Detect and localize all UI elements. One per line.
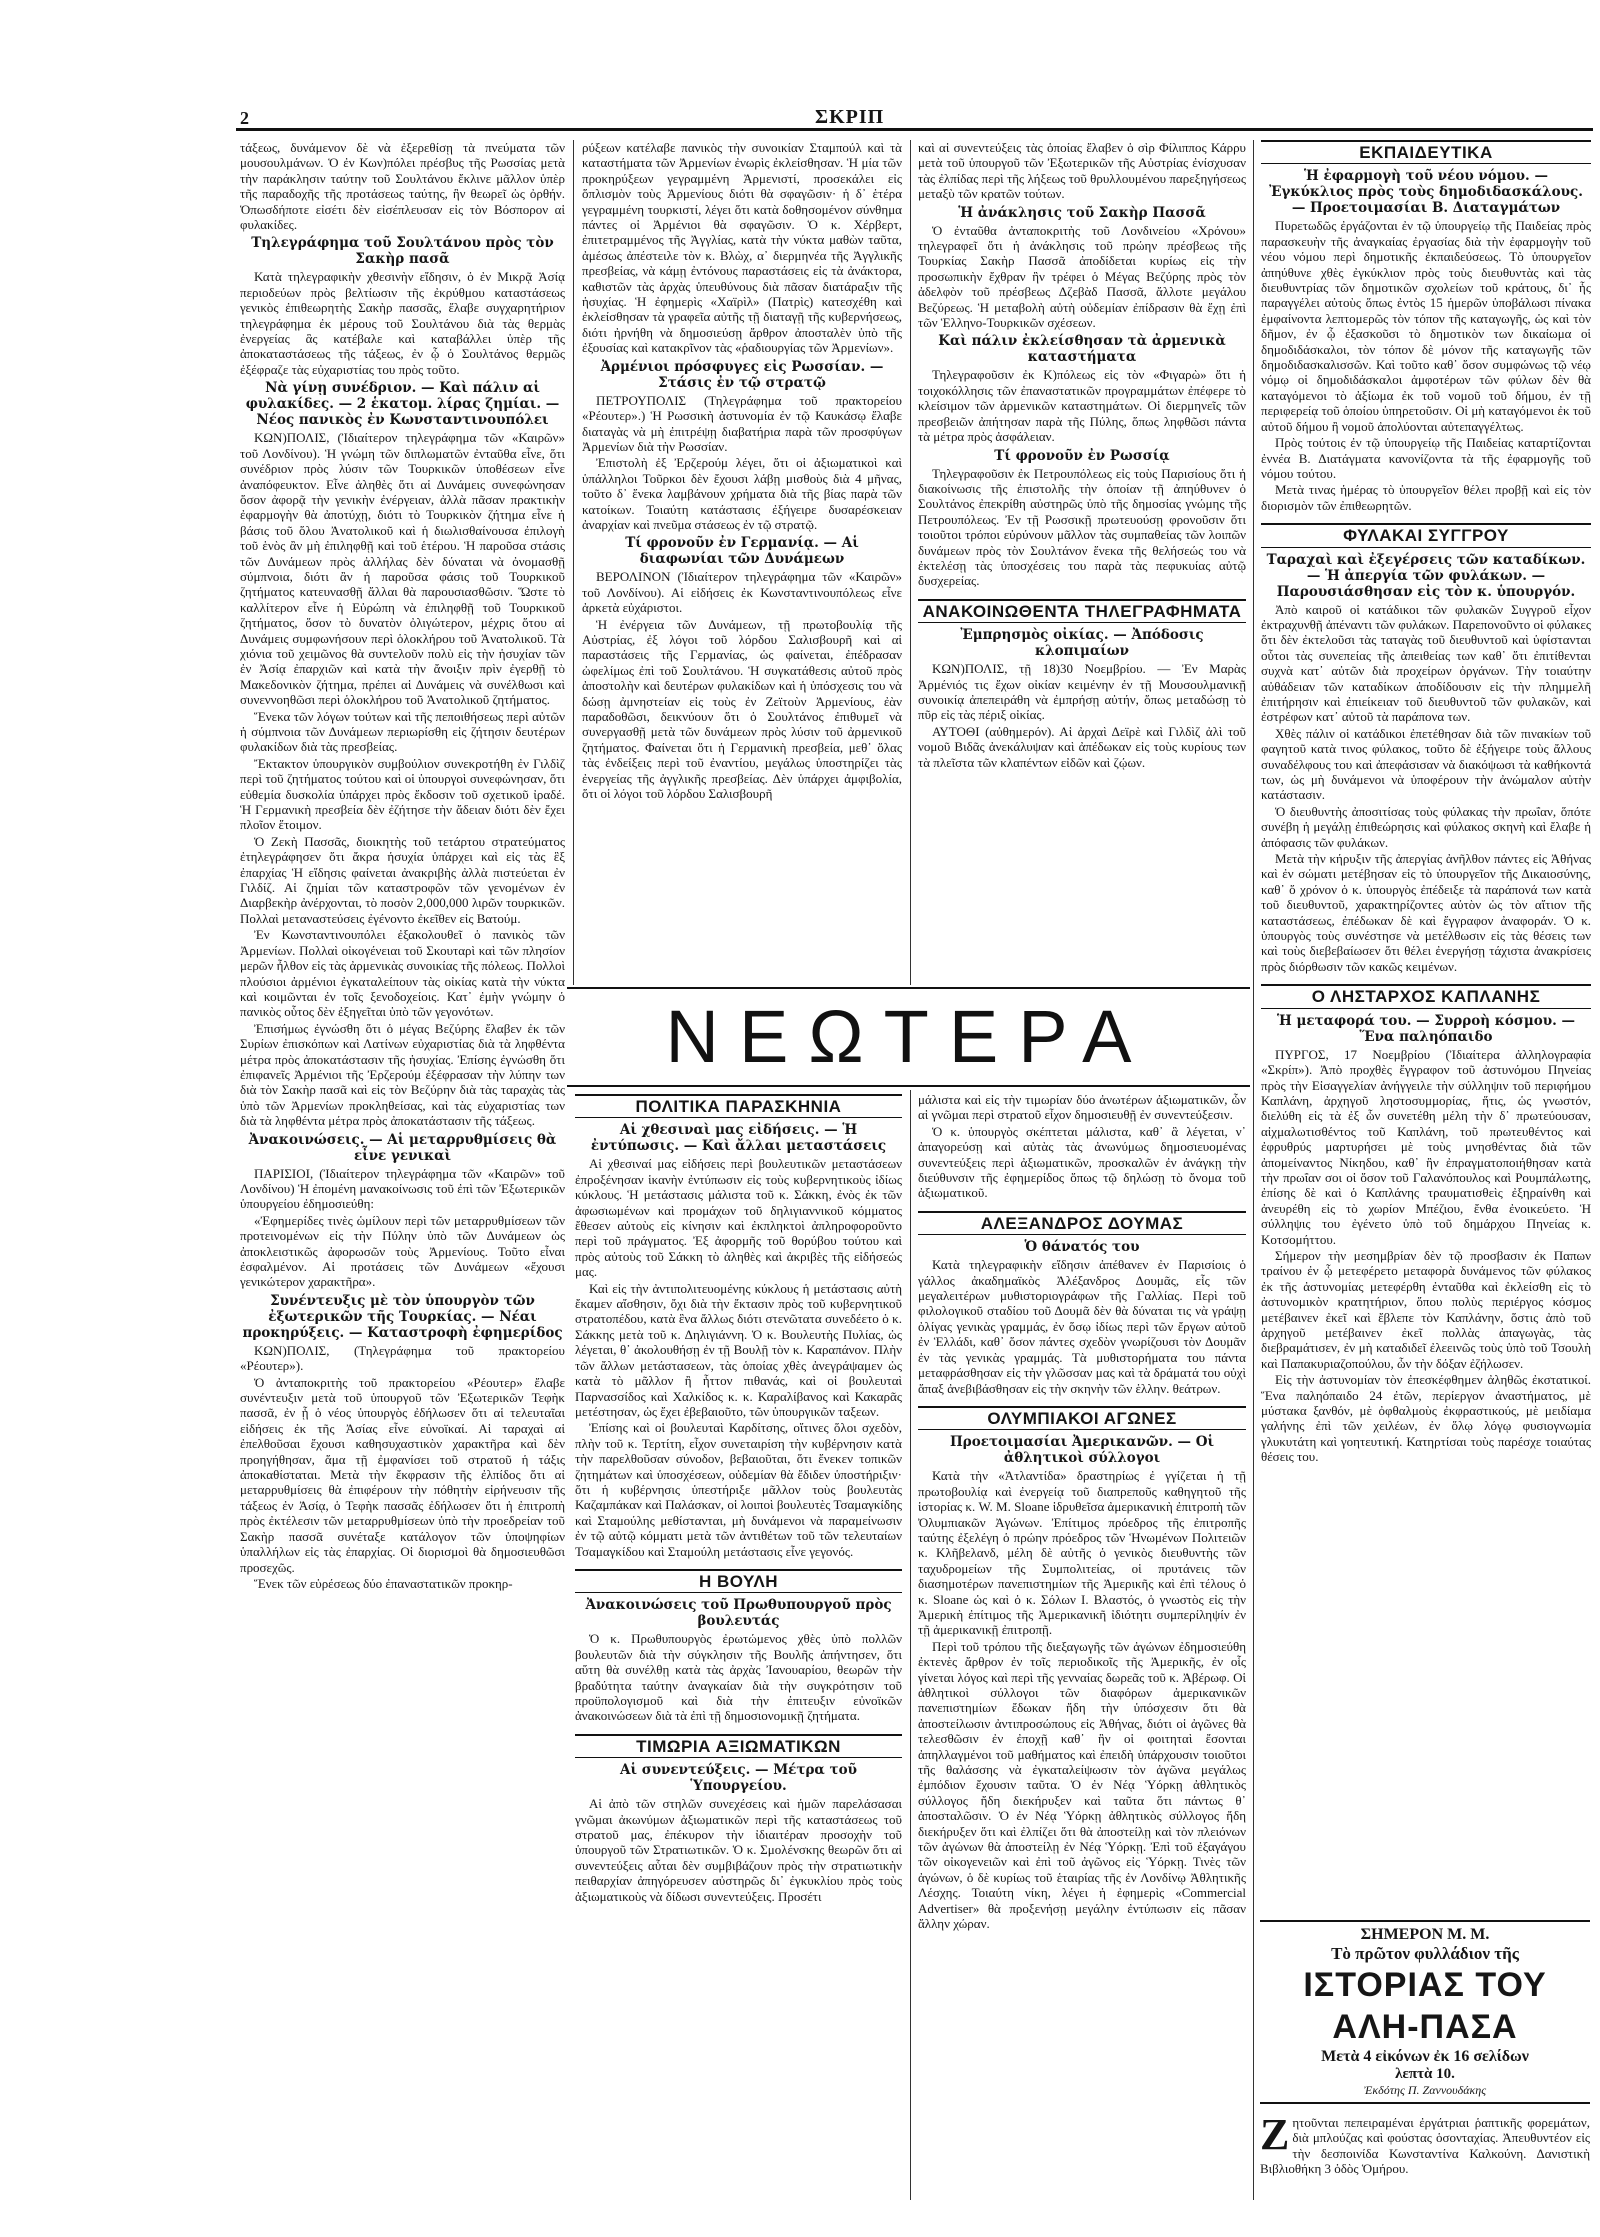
- paragraph: Πυρετωδῶς ἐργάζονται ἐν τῷ ὑπουργείῳ τῆς Παιδείας πρὸς παρασκευὴν τῆς ἀναγκαίας ἐργασίας διὰ τὴν ἐφαρμογὴν τοῦ νέου νόμου περὶ δημοτικῆς ἐκπαιδεύσεως. Τὸ ὑπουργεῖον ἀπηύθυνε χθὲς ἐγκύκλιον πρὸς τοὺς διευθυντὰς καὶ τὰς διευθυντρίας τῶν δημοτικῶν σχολείων τοῦ κράτους, δι᾿ ἧς παραγγέλει αὐτοὺς ὅπως ἐντὸς 15 ἡμερῶν ὑποβάλωσι πίνακα ἐμφαίνοντα λεπτομερῶς τὸν τόπον τῆς καταγωγῆς, ὡς καὶ τὸν δῆμον, ἐν ᾧ ἐξασκοῦσι τὸ δημοτικὸν των δικαίωμα οἱ δημοδιδάσκαλοι, τὸν τόπον δὲ μόνον τῆς καταγωγῆς τῶν δημοδιδασκαλισσῶν. Καὶ τοῦτο καθ᾿ ὅσον συμφώνως τῷ νέῳ νόμῳ οἱ δημοδιδάσκαλοι ἀμφοτέρων τῶν φύλων δὲν θὰ καταγόμενοι τὸ ἀξίωμα ἐκ τοῦ νομοῦ τοῦ δήμου, ἐν τῇ περιφερείᾳ τοῦ ὁποίου ὑπηρετοῦσιν. Οἱ μὴ καταγόμενοι ἐκ τοῦ αὐτοῦ δήμου ἢ νομοῦ ἀπολύονται αὐτεπαγγέλτως.: [1261, 218, 1591, 434]
- paragraph: Ὁ ἀνταποκριτὴς τοῦ πρακτορείου «Ρέουτερ» ἔλαβε συνέντευξιν μετὰ τοῦ ὑπουργοῦ τῶν Ἐξωτερικῶν Τεφὴκ πασσᾶ, ἐν ᾗ ὁ νέος ὑπουργὸς ἐδήλωσεν ὅτι αἱ τελευταῖαι εἰδήσεις ἐκ τῆς Ἀσίας εἶνε εὐνοϊκαί. Αἱ ταραχαὶ αἱ ἐπελθοῦσαι ἔχουσι καθησυχαστικὸν χαρακτῆρα καὶ δὲν προηγήθησαν, ἅμα τῇ ἐμφανίσει τοῦ στρατοῦ ἡ τάξις ἀποκαθίσταται. Μετὰ τὴν ἔκφρασιν τῆς ἐλπίδος ὅτι αἱ μεταρρυθμίσεις θὰ ἐπιφέρουν τὴν πόθητὴν εἰρήνευσιν τῆς τάξεως ἐν Ἀσίᾳ, ὁ Τεφὴκ πασσᾶς ἐδήλωσεν ὅτι ἡ ἐπιτροπὴ πρὸς ἐκτέλεσιν τῶν μεταρρυθμίσεων ὑπὸ τὴν προεδρείαν τοῦ Σακὴρ πασσᾶ συνέταξε κατάλογον τῶν ὑποψηφίων ὑπαλλήλων εἰς τὰς ἐπαρχίας. Οἱ διορισμοὶ θὰ δημοσιευθῶσι προσεχῶς.: [240, 1374, 565, 1575]
- advertisement: [1260, 1920, 1590, 2104]
- section-heading: ΟΛΥΜΠΙΑΚΟΙ ΑΓΩΝΕΣ: [918, 1406, 1246, 1430]
- column-3: [918, 140, 1246, 985]
- column-rule: [910, 1090, 911, 2200]
- article-headline: Τί φρονοῦν ἐν Γερμανίᾳ. — Αἱ διαφωνίαι τῶν Δυνάμεων: [625, 535, 859, 568]
- article-headline: Ἀνακοινώσεις τοῦ Πρωθυπουργοῦ πρὸς βουλευτάς: [585, 1597, 892, 1630]
- paragraph: Ὁ κ. ὑπουργὸς σκέπτεται μάλιστα, καθ᾿ ἃ λέγεται, ν᾿ ἀπαγορεύσῃ καὶ αὐτὰς τὰς ἀνωνύμως δημοσιευομένας συνεντεύξεις περὶ ἀξιωματικῶν, προσκαλῶν ἐν ἀνάγκῃ τὴν διεύθυνσιν τῆς ἐφημερίδος ὅπως τῷ δηλώσῃ τὸ ὄνομα τοῦ ἀξιωματικοῦ.: [918, 1123, 1246, 1201]
- paragraph: ΚΩΝ)ΠΟΛΙΣ, τῇ 18)30 Νοεμβρίου. — Ἐν Μαρὰς Ἀρμένιός τις ἔχων οἰκίαν κειμένην ἐν τῇ Μουσουλμανικῇ συνοικίᾳ ἀπεπειράθη νὰ ἐμπρήσῃ αὐτήν, ὅπως μεταδώσῃ τὸ πῦρ εἰς τὰς πέριξ οἰκίας.: [918, 661, 1246, 723]
- article-headline: Ἀρμένιοι πρόσφυγες εἰς Ρωσσίαν. — Στάσις ἐν τῷ στρατῷ: [600, 358, 884, 391]
- paragraph: ΠΥΡΓΟΣ, 17 Νοεμβρίου (Ἰδιαίτερα ἀλληλογραφία «Σκρίπ»). Ἀπὸ προχθὲς ἔγγραφον τοῦ ἀστυνόμου Πηνείας πρὸς τὴν Εἰσαγγελίαν ἀνήγγειλε τὴν σύλληψιν τοῦ περιφήμου Καπλάνη, ἀρχηγοῦ ληστοσυμμορίας, ἥτις, ὡς γνωστόν, διελύθη εἰς τὰ ἐξ ὧν συνετέθη μέλη τὴν δ᾿ πρωτεύουσαν, αἰχμαλωτισθέντος τοῦ Καπλάνη, τοῦ πρωτευθέντος καὶ ἐφρυθρύς μαρτυρήσει μὲ τοὺς μνησθέντας διὰ τῶν ἀπομείναντος Νίκηδου, καθ᾿ ἣν ἐπραγματοποιήθησαν κατὰ τὴν πρωΐαν σοι οἱ ὅσον τοῦ Γαλανόπουλος καὶ Ρουμπάλωτης, ἐπίσης δὲ καὶ ὁ Καπλάνης τραυματισθεὶς ἐξηραίνθη καὶ ἀνευρέθη εἰς τὸ χωρίον Μπέζιου, ἔνθα ἐνοικεύετο. Ἡ σύλληψις του ἐγένετο ὑπὸ τοῦ δημάρχου Πηνείας κ. Κοτσομήττου.: [1261, 1046, 1591, 1247]
- classified-text: ητοῦνται πεπειραμέναι ἐργάτριαι ῥαπτικῆς φορεμάτων, διὰ μπλούζας καὶ φούστας ὁσονταχίας. Ἀπευθυντέον εἰς τὴν δεσποινίδα Κωνσταντίνα Καλκούνη. Δανιστικὴ Βιβλιοθήκη 3 ὁδὸς Ὁμήρου.: [1260, 2115, 1590, 2177]
- paragraph: Τηλεγραφοῦσιν ἐκ Πετρουπόλεως εἰς τοὺς Παρισίους ὅτι ἡ διακοίνωσις τῆς ἐπιστολῆς τὴν ὁποίαν τῇ ἀπηύθυνεν ὁ Σουλτάνος ἐπεκρίθη αὐστηρῶς ὑπὸ τῆς δημοσίας γνώμης τῆς Πετρουπόλεως. Ἐν τῇ Ρωσσικῇ πρωτευούσῃ φρονοῦσιν ὅτι τοιοῦτοι τρόποι εὐρύνουν μᾶλλον τὰς συμπαθείας τῶν λοιπῶν δυνάμεων πρὸς τὸν Σουλτάνον ἕνεκα τῆς θελήσεώς του νὰ ἐκτελέσῃ τὰς ὑποσχέσεις του παρὰ τὰς πεφυκυίας αὐτῷ δυσχερείας.: [918, 465, 1246, 589]
- section-heading: Ο ΛΗΣΤΑΡΧΟΣ ΚΑΠΛΑΝΗΣ: [1261, 984, 1591, 1008]
- article-headline: Προετοιμασίαι Ἀμερικανῶν. — Οἱ ἀθλητικοὶ σύλλογοι: [950, 1434, 1214, 1467]
- article-headline: Αἱ συνεντεύξεις. — Μέτρα τοῦ Ὑπουργείου.: [620, 1762, 857, 1795]
- paragraph: «Ἐφημερίδες τινὲς ὡμίλουν περὶ τῶν μεταρρυθμίσεων τῶν προτεινομένων εἰς τὴν Πύλην ὑπὸ τῶν Δυνάμεων ὡς ἀποκλειστικῶς ἀφορωσῶν τοὺς Ἀρμενίους. Τοῦτο εἶναι ἐσφαλμένον. Αἱ προτάσεις τῶν Δυνάμεων «ἔχουσι γενικώτερον χαρακτῆρα».: [240, 1212, 565, 1290]
- ad-subtitle: Τὸ πρῶτον φυλλάδιον τῆς: [1331, 1944, 1519, 1963]
- page-number: 2: [240, 108, 249, 128]
- article-headline: Καὶ πάλιν ἐκλείσθησαν τὰ ἀρμενικὰ καταστήματα: [938, 333, 1226, 366]
- header-rule: [236, 128, 1593, 131]
- article-headline: Ἡ ἐφαρμογὴ τοῦ νέου νόμου. — Ἐγκύκλιος πρὸς τοὺς δημοδιδασκάλους. — Προετοιμασίαι Β. Διαταγμάτων: [1269, 168, 1583, 217]
- paragraph: ΠΑΡΙΣΙΟΙ, (Ἰδιαίτερον τηλεγράφημα τῶν «Καιρῶν» τοῦ Λονδίνου) Ἡ ἐπομένη μανακοίνωσις τοῦ ἐπὶ τῶν Ἐξωτερικῶν ὑπουργείου ἐδημοσιεύθη:: [240, 1165, 565, 1212]
- paragraph: ΚΩΝ)ΠΟΛΙΣ, (Τηλεγράφημα τοῦ πρακτορείου «Ρέουτερ»).: [240, 1342, 565, 1374]
- paragraph: Ὁ ἐνταῦθα ἀνταποκριτὴς τοῦ Λονδινείου «Χρόνου» τηλεγραφεῖ ὅτι ἡ ἀνάκλησις τοῦ πρώην πρέσβεως τῆς Τουρκίας Σακὴρ Πασσᾶ ἀποδίδεται κυρίως εἰς τὴν προσωπικὴν ἔχθραν ἣν τρέφει ὁ Μέγας Βεζύρης πρὸς τὸν ἀδελφὸν τοῦ πρέσβεως Δζεβὰδ Πασσᾶ, ἄλλοτε μεγάλου Βεζύρεως. Ἡ μεταβολὴ αὐτὴ οὐδεμίαν ἐπίδρασιν θὰ ἔχῃ ἐπὶ τῶν Ἑλληνο-Τουρκικῶν σχέσεων.: [918, 222, 1246, 331]
- section-heading: ΦΥΛΑΚΑΙ ΣΥΓΓΡΟΥ: [1261, 523, 1591, 547]
- neotera-column-b: [918, 1092, 1246, 2200]
- paragraph: Περὶ τοῦ τρόπου τῆς διεξαγωγῆς τῶν ἀγώνων ἐδημοσιεύθη ἐκτενὲς ἄρθρον ἐν τοῖς περιοδικοῖς τῆς Ἀμερικῆς, ἐν οἷς γίνεται λόγος καὶ περὶ τῆς γενναίας δωρεᾶς τοῦ κ. Ἀβέρωφ. Οἱ ἀθλητικοὶ σύλλογοι τῶν διαφόρων ἀμερικανικῶν πανεπιστημίων ἔδωκαν ἤδη τὴν ὑπόσχεσιν ὅτι θὰ ἀποστείλωσιν ἀντιπροσώπους εἰς Ἀθήνας, διότι οἱ ἀγῶνες θὰ τελεσθῶσιν ἐν ἐποχῇ καθ᾿ ἣν οἱ φοιτηταὶ ἔσονται ἀπηλλαγμένοι τοῦ μαθήματος καὶ ἐπειδὴ ὑπάρχουσιν τοιοῦτοι τῆς θαλάσσης νὰ ἐγκαταλείψωσιν τὸν ἀγῶνα μεγάλως ἐμπόδιον ἔχουσιν ταῦτα. Ὁ ἐν Νέᾳ Ὑόρκῃ ἀθλητικὸς σύλλογος ἤδη διεκήρυξεν καὶ ταῦτα ὅτι πάντως θ᾿ ἀποσταλῶσιν. Ὁ ἐν Νέᾳ Ὑόρκῃ ἀθλητικὸς σύλλογος ἤδη διεκήρυξεν ὅτι καὶ ἐλπίζει ὅτι θὰ ἀποστείλῃ καὶ τὸν πλειόνων τῶν ἀγώνων θὰ ἀποστείλῃ ἐν Νέᾳ Ὑόρκῃ. Ἐπὶ τοῦ ἐξαγάγου τῶν οἰκογενειῶν καὶ ἐπὶ τοῦ ἀγῶνος εἰς Ὑόρκῃ. Τινὲς τῶν ἀγώνων, ὁ δὲ κυρίως τοῦ ἑταιρίας τῆς ἐν Λονδίνῳ Ἀθλητικῆς Λέσχης. Τοιαύτη νίκη, λέγει ἡ ἐφημερὶς «Commercial Advertiser» θὰ προξενήσῃ μεγάλην ἐντύπωσιν εἰς πᾶσαν ἄλλην χώραν.: [918, 1638, 1246, 1932]
- paragraph: Χθὲς πάλιν οἱ κατάδικοι ἐπετέθησαν διὰ τῶν πινακίων τοῦ φαγητοῦ κατὰ τινος φύλακος, τοῦτο δὲ ἐξήγειρε τοὺς ἄλλους συναδέλφους του καὶ ἀπεφάσισαν νὰ διακόψωσι τὰ καθήκοντά των, ὡς μὴ δυνάμενοι νὰ ὑποφέρουν τὴν ἀνώμαλον αὐτὴν κατάστασιν.: [1261, 725, 1591, 803]
- paragraph: Καὶ εἰς τὴν ἀντιπολιτευομένης κύκλους ἡ μετάστασις αὐτὴ ἔκαμεν αἴσθησιν, ὄχι διὰ τὴν ἔκτασιν πρὸς τοῦ κυβερνητικοῦ στρατοπέδου, κατὰ ἓνα ἄλλως διότι στενῶτατα συνεδέετο ὁ κ. Σάκκης μετὰ τοῦ κ. Δηλιγιάννη. Ὁ κ. Βουλευτὴς Πυλίας, ὡς λέγεται, θ᾿ ἀκολουθήσῃ ἐν τῇ Βουλῇ τὸν κ. Καραπάνον. Πλὴν τῶν ἄλλων μετάστασεων, τὰς ὁποίας χθὲς ἀνεγράψαμεν ὡς κατὰ τὸ μᾶλλον ἢ ἧττον πιθανάς, καὶ οἱ βουλευταὶ Παρνασσίδος καὶ Χαλκίδος κ. κ. Καραλίβανος καὶ Κακαρᾶς μετέστησαν, ὡς ἔχει ἐβεβαιοῦτο, τῶν ὑπουργικῶν ταξεων.: [575, 1280, 902, 1419]
- paragraph: Κατὰ τηλεγραφικὴν χθεσινὴν εἴδησιν, ὁ ἐν Μικρᾷ Ἀσίᾳ περιοδεύων πρὸς βελτίωσιν τῆς ἐκρύθμου καταστάσεως γενικὸς ἐπιθεωρητὴς Σακὴρ πασσᾶς, ἔλαβε συγχαρητήριον τηλεγράφημα ἐκ μέρους τοῦ Σουλτάνου διὰ τὰς θερμὰς ἐνεργείας ἃς κατέβαλε καὶ καταβάλλει ὑπὲρ τῆς ἀποκαταστάσεως τῆς τάξεως, ἐν ᾧ ὁ Σουλτάνος θερμῶς ἐξέφραζε τὰς εὐχαριστίας του πρὸς τοῦτο.: [240, 269, 565, 377]
- column-2: [582, 140, 902, 985]
- paragraph: Ἕνεκ τῶν εὑρέσεως δύο ἐπαναστατικῶν προκηρ-: [254, 1575, 513, 1591]
- section-heading: Η ΒΟΥΛΗ: [575, 1569, 902, 1593]
- classified-ad: [1260, 2110, 1590, 2177]
- paragraph: Ὁ κ. Πρωθυπουργὸς ἐρωτώμενος χθὲς ὑπὸ πολλῶν βουλευτῶν διὰ τὴν σύγκλησιν τῆς Βουλῆς ἀπήντησεν, ὅτι αὕτη θὰ συνέλθῃ κατὰ τὰς ἀρχὰς Ἰανουαρίου, θεωρῶν τὴν βραδύτητα ταύτην ἀναγκαίαν διὰ τὴν συγκρότησιν τοῦ προϋπολογισμοῦ καὶ διὰ τὴν ἐπιτευξιν εὐνοϊκῶν ἀνακοινώσεων διὰ τὰ ἐπὶ τῇ δημοσιονομικῇ ζητήματα.: [575, 1631, 902, 1724]
- section-heading: ΠΟΛΙΤΙΚΑ ΠΑΡΑΣΚΗΝΙΑ: [575, 1094, 902, 1118]
- column-rule: [1253, 140, 1254, 2200]
- paragraph: Ὁ Ζεκὴ Πασσᾶς, διοικητὴς τοῦ τετάρτου στρατεύματος ἐτηλεγράφησεν ὅτι ἄκρα ἡσυχία ὑπάρχει καὶ εἰς τὰς ἓξ ἐπαρχίας Ἡ εἴδησις φαίνεται ἀνακριβὴς ἀλλὰ πιστεύεται ἐν Γιλδίζ. Αἱ ζημίαι τῶν καταστροφῶν τῶν γενομένων ἐν Διαρβεκὴρ ἀνέρχονται, τὸ ποσὸν 2,000,000 λιρῶν τουρκικῶν. Πολλαὶ μεταναστεύσεις ἐγένοντο ἐκεῖθεν εἰς Βατούμ.: [240, 833, 565, 926]
- paragraph: Αἱ ἀπὸ τῶν στηλῶν συνεχέσεις καὶ ἡμῶν παρελάσασαι γνῶμαι ἀκωνύμων ἀξιωματικῶν περὶ τῆς καταστάσεως τοῦ στρατοῦ μας, ἐπέκυρον τὴν ἰδιαιτέραν προσοχὴν τοῦ ὑπουργοῦ τῶν Στρατιωτικῶν. Ὁ κ. Σμολένσκης θεωρῶν ὅτι αἱ συνεντεύξεις αὗται δὲν συμβιβάζουν πρὸς τὴν στρατιωτικὴν πειθαρχίαν ἀπηγόρευσεν αὐστηρῶς δι᾿ ἐγκυκλίου πρὸς τοὺς ἀξιωματικοὺς νὰ δίδωσι συνεντεύξεις. Προσέτι: [575, 1796, 902, 1904]
- article-headline: Ταραχαὶ καὶ ἐξεγέρσεις τῶν καταδίκων. — Ἡ ἀπεργία τῶν φυλάκων. — Παρουσιάσθησαν εἰς τὸν κ. ὑπουργόν.: [1266, 551, 1586, 600]
- paragraph: Ἐπιστολὴ ἐξ Ἐρζερούμ λέγει, ὅτι οἱ ἀξιωματικοὶ καὶ ὑπάλληλοι Τοῦρκοι δὲν ἔχουσι λάβῃ μισθοὺς διὰ 4 μῆνας, τοῦτο δ᾿ ἕνεκα λαμβάνουν χρήματα διὰ τῆς βίας παρὰ τῶν κατοίκων. Τοιαύτη κατάστασις ἐξήγειρε δυσαρέσκειαν ἀναρχίαν καὶ πνεῦμα στάσεως ἐν τῷ στρατῷ.: [582, 455, 902, 532]
- article-headline: Ἐμπρησμὸς οἰκίας. — Ἀπόδοσις κλοπιμαίων: [960, 627, 1204, 660]
- article-headline: Ἡ μεταφορά του. — Συρροὴ κόσμου. — Ἕνα παληόπαιδο: [1277, 1012, 1575, 1045]
- section-heading: ΑΛΕΞΑΝΔΡΟΣ ΔΟΥΜΑΣ: [918, 1211, 1246, 1235]
- paragraph: Ἐπισήμως ἐγνώσθη ὅτι ὁ μέγας Βεζύρης ἔλαβεν ἐκ τῶν Συρίων ἐπισκόπων καὶ Λατίνων εὐχαριστίας διὰ τὰ ληφθέντα μέτρα πρὸς ἀποκατάστασιν τῆς ἡσυχίας. Ἐπίσης ἐγνώσθη ὅτι ἐπιφανεῖς Ἀρμένιοι τῆς Ἐρζερούμ ἐξέφρασαν τὴν λύπην των διὰ τὸν Σακὴρ πασᾶ καὶ εἰς τὸν Βεζύρην διὰ τὰς ταραχὰς τὰς ὑπὸ τῶν Ἀρμενίων προκληθείσας, καὶ τὰς εὐχαριστίας των διὰ τὰ ληφθέντα μέτρα πρὸς ἀποκατάστασιν τῆς τάξεως.: [240, 1020, 565, 1129]
- paragraph: Τηλεγραφοῦσιν ἐκ Κ)πόλεως εἰς τὸν «Φιγαρὼ» ὅτι ἡ τοιχοκόλλησις τῶν ἐπαναστατικῶν προγραμμάτων ἐπέφερε τὸ κλείσιμον τῶν ἀρμενικῶν καταστημάτων. Οἱ διερμηνεῖς τῶν πρεσβειῶν ἀπήτησαν παρὰ τῆς Πύλης, ὅπως ληφθῶσι πάντα τὰ μέτρα πρὸς ἀσφάλειαν.: [918, 367, 1246, 445]
- ad-date-line: ΣΗΜΕΡΟΝ Μ. Μ.: [1360, 1926, 1490, 1943]
- article-headline: Νὰ γίνῃ συνέδριον. — Καὶ πάλιν αἱ φυλακίδες. — 2 ἑκατομ. λίρας ζημίαι. — Νέος πανικὸς ἐν Κωνσταντινουπόλει: [245, 380, 560, 429]
- ad-title: ΙΣΤΟΡΙΑΣ ΤΟΥ ΑΛΗ-ΠΑΣΑ: [1303, 1966, 1547, 2046]
- column-4: [1261, 140, 1591, 1915]
- neotera-column-a: [575, 1092, 902, 2200]
- article-headline: Συνέντευξις μὲ τὸν ὑπουργὸν τῶν ἐξωτερικῶν τῆς Τουρκίας. — Νέαι προκηρύξεις. — Καταστροφὴ ἐφημερίδος: [242, 1292, 563, 1341]
- banner-rule: [567, 1085, 1250, 1087]
- article-headline: Ὁ θάνατός του: [1024, 1239, 1140, 1256]
- paragraph: Ἐπίσης καὶ οἱ βουλευταὶ Καρδίτσης, οἵτινες ὅλοι σχεδὸν, πλὴν τοῦ κ. Τερτίτη, εἶχον συνεταιρίση τὴν κυβέρνησιν κατὰ τὴν παρελθοῦσαν σύνοδον, βεβαιοῦται, ὅτι ἕνεκεν τοπικῶν ζητημάτων καὶ ὑποσχέσεων, οὐδεμίαν θὰ ἔδιδεν ὑποστήριξιν· ὅτι ἡ κυβέρνησις ὑπεστήριξε μᾶλλον τοὺς βουλευτὰς Καζαμπάκαν καὶ Παλάσκαν, οἱ λοιποὶ βουλευτὲς Τσαμαγκίδης καὶ Σταμούλης μεθίστανται, μὴ δυνάμενοι νὰ παραμείνωσιν ἐν τῷ αὐτῷ κόμματι μετὰ τῶν ἀντιθέτων τοῦ τῶν τελευταίων Τσαμαγκίδου καὶ Σταμούλη μετάστασις εἶνε γεγονός.: [575, 1420, 902, 1559]
- neotera-banner: ΝΕΩΤΕΡΑ: [567, 987, 1250, 1085]
- column-rule: [573, 140, 574, 985]
- paragraph: τάξεως, δυνάμενον δὲ νὰ ἐξερεθίσῃ τὰ πνεύματα τῶν μουσουλμάνων. Ὁ ἐν Κων)πόλει πρέσβυς τῆς Ρωσσίας μετὰ τὴν παράκλησιν ταύτην τοῦ Σουλτάνου ἔκλινε μᾶλλον ὑπὲρ τῆς παραδοχῆς τῆς προτάσεως ταύτης, ἣν θεωρεῖ ὡς ὀρθήν. Ὁπωσδήποτε εἰσέτι δὲν εἰσέπλευσαν εἰς τὸν Βόσπορον αἱ φυλακίδες.: [240, 140, 565, 233]
- paragraph: ΠΕΤΡΟΥΠΟΛΙΣ (Τηλεγράφημα τοῦ πρακτορείου «Ρέουτερ».) Ἡ Ρωσσικὴ ἀστυνομία ἐν τῷ Καυκάσῳ ἔλαβε διαταγὰς νὰ μὴ ἐπιτρέψῃ διαβατήρια παρὰ τῶν προσφύγων Ἀρμενίων διὰ τὴν Ρωσσίαν.: [582, 392, 902, 454]
- section-heading: ΤΙΜΩΡΙΑ ΑΞΙΩΜΑΤΙΚΩΝ: [575, 1734, 902, 1758]
- ad-details: Μετὰ 4 εἰκόνων ἐκ 16 σελίδων: [1321, 2048, 1529, 2065]
- column-rule: [910, 140, 911, 985]
- paragraph: Ἐν Κωνσταντινουπόλει ἐξακολουθεῖ ὁ πανικὸς τῶν Ἀρμενίων. Πολλαὶ οἰκογένειαι τοῦ Σκουταρὶ καὶ τῶν πλησίον μερῶν ἦλθον εἰς τὰς ἀρμενικὰς συνοικίας τῆς πόλεως. Πολλοὶ πλούσιοι ἀρμένιοι ἐγκαταλείπουν τὰς οἰκίας κατὰ τὴν νύκτα καὶ κοιμῶνται ἐν τοῖς ξενοδοχείοις. Κατ᾿ ἐμὴν γνώμην ὁ πανικὸς οὗτος δὲν ἐξηγεῖται ὑπὸ τῶν γεγονότων.: [240, 927, 565, 1020]
- section-heading: ΕΚΠΑΙΔΕΥΤΙΚΑ: [1261, 140, 1591, 164]
- masthead: ΣΚΡΙΠ: [815, 106, 885, 128]
- article-headline: Ἀνακοινώσεις. — Αἱ μεταρρυθμίσεις θὰ εἶνε γενικαὶ: [248, 1131, 557, 1164]
- paragraph: μάλιστα καὶ εἰς τὴν τιμωρίαν δύο ἀνωτέρων ἀξιωματικῶν, ὧν αἱ γνῶμαι περὶ στρατοῦ εἶχον δημοσιευθῇ ἐν συνεντεύξεσιν.: [918, 1092, 1246, 1123]
- paragraph: Κατὰ τὴν «Ἀτλαντίδα» δραστηρίως ἐ γγίζεται ἡ τῇ πρωτοβουλίᾳ καὶ ἐνεργείᾳ τοῦ διαπρεποῦς καθηγητοῦ τῆς ἱστορίας κ. W. M. Sloane ἱδρυθεῖσα ἀμερικανικὴ ἐπιτροπὴ τῶν Ὀλυμπιακῶν Ἀγώνων. Ἐπίτιμος πρόεδρος τῆς ἐπιτροπῆς ταύτης ἐξελέγη ὁ πρώην πρόεδρος τῶν Ἡνωμένων Πολιτειῶν κ. Κλῆβελανδ, μέλη δὲ αὐτῆς ὁ γενικὸς διευθυντὴς τῶν ταχυδρομείων τῆς Συμπολιτείας, οἱ πρυτάνεις τῶν διασημοτέρων πανεπιστημίων τῆς Ἀμερικῆς καὶ ἐπὶ τέλους ὁ κ. Sloane ὡς καὶ ὁ κ. Σόλων Ι. Βλαστός, ὁ γνωστὸς εἰς τὴν Ἀμερικὴ ἐπίτιμος τῆς Ἀμερικανικῆ ἰδιότητι συμπερίληψίν ἐν τῇ ἀμερικανικῇ ἐπιτροπῇ.: [918, 1468, 1246, 1638]
- article-headline: Τηλεγράφημα τοῦ Σουλτάνου πρὸς τὸν Σακὴρ πασᾶ: [251, 235, 554, 268]
- article-headline: Τί φρονοῦν ἐν Ρωσσίᾳ: [994, 447, 1170, 464]
- paragraph: ΒΕΡΟΛΙΝΟΝ (Ἰδιαίτερον τηλεγράφημα τῶν «Καιρῶν» τοῦ Λονδίνου). Αἱ εἰδήσεις ἐκ Κωνσταντινουπόλεως εἶνε ἀρκετὰ εὐχάριστοι.: [582, 569, 902, 616]
- paragraph: Πρὸς τούτοις ἐν τῷ ὑπουργείῳ τῆς Παιδείας καταρτίζονται ἐννέα Β. Διατάγματα κανονίζοντα τὰ τῆς ἐφαρμογῆς τοῦ νόμου τούτου.: [1261, 435, 1591, 481]
- drop-cap: Ζ: [1260, 2110, 1290, 2159]
- paragraph: ΚΩΝ)ΠΟΛΙΣ, (Ἰδιαίτερον τηλεγράφημα τῶν «Καιρῶν» τοῦ Λονδίνου). Ἡ γνώμη τῶν διπλωματῶν ἐνταῦθα εἶνε, ὅτι συνέδριον πρὸς λύσιν τῶν Τουρκικῶν ὑποθέσεων εἶνε ἀναπόφευκτον. Εἶνε ἀληθὲς ὅτι αἱ Δυνάμεις συνεφώνησαν ὅσον ἀφορᾷ τὴν γενικὴν ἐνέργειαν, ἀλλὰ πᾶσαν πρακτικὴν ἐφαρμογὴν θὰ ἀποτύχῃ, διότι τὸ Τουρκικὸν ζήτημα εἶνε ἡ βάσις τοῦ ὅλου Ἀνατολικοῦ καὶ ἡ διωλισθαίνουσα ἐπιλογὴ τοῦ ἑνὸς ἂν μὴ ἐπιληφθῇ καὶ τοῦ ἑτέρου. Ἡ παροῦσα στάσις τῶν Δυνάμεων πρὸς ἀλλήλας δὲν δύναται νὰ ὀνομασθῇ σύμπνοια, διότι ἂν ἡ παροῦσα φάσις τοῦ Τουρκικοῦ ζητήματος κατευνασθῇ ἄλλαι θὰ παρουσιασθῶσιν. Ὥστε τὸ καλλίτερον εἶνε ἡ Εὐρώπη νὰ ἐπιληφθῇ τοῦ Τουρκικοῦ ζητήματος, ὅσον τὸ δυνατὸν ὀλιγώτερον, μέχρις ὅτου αἱ Δυνάμεις συμφωνήσουν περὶ ὁλοκλήρου τοῦ Ἀνατολικοῦ. Τὰ χιόνια τοῦ χειμῶνος θὰ συντελοῦν πολὺ εἰς τὴν ἡσυχίαν τῶν ἐν Ἀσίᾳ ἐπαρχιῶν καὶ κατὰ τὴν ἄνοιξιν πρὶν ἐγερθῇ τὸ Μακεδονικὸν ζήτημα, πρέπει αἱ Δυνάμεις νὰ συνέλθωσι καὶ συνεννοηθῶσι περὶ ὁλοκλήρου τοῦ Ἀνατολικοῦ ζητήματος.: [240, 430, 565, 708]
- paragraph: Εἰς τὴν ἀστυνομίαν τὸν ἐπεσκέφθημεν ἀληθῶς ἐκστατικοί. Ἕνα παληόπαιδο 24 ἐτῶν, περίεργον ἀναστήματος, μὲ μύστακα ξανθόν, μὲ ὀφθαλμοὺς ἐκφραστικούς, μὲ μειδίαμα γαλήνης ἐπὶ τῶν χειλέων, ἐν ὅλῳ λόγῳ φυσιογνωμία γλυκυτάτη καὶ γοητευτική. Κατηρτίσαι τοὺς παρέσχε τοιαύτας θέσεις του.: [1261, 1372, 1591, 1465]
- paragraph: Αἱ χθεσιναί μας εἰδήσεις περὶ βουλευτικῶν μεταστάσεων ἐπροξένησαν ἱκανὴν ἐντύπωσιν εἰς τοὺς κυβερνητικοὺς ἰδίως κύκλους. Ἡ μετάστασις μάλιστα τοῦ κ. Σάκκη, ἐνὸς ἐκ τῶν ἀφωσιωμένων καὶ προμάχων τοῦ δηλιγιαννικοῦ κόμματος ἔθεσεν αὐτοὺς εἰς κίνησιν καὶ ἐκπληκτοὶ ἀπληροφοροῦντο περὶ τοῦ πράγματος. Ἐξ ἀφορμῆς τοῦ θορύβου τούτου καὶ πρὸς αὐτοὺς τοῦ Σάκκη τὸ ἀληθὲς καὶ ἀκριβὲς τῆς εἰδήσεώς μας.: [575, 1156, 902, 1280]
- article-headline: Ἡ ἀνάκλησις τοῦ Σακὴρ Πασσᾶ: [958, 204, 1206, 221]
- paragraph: ΑΥΤΟΘΙ (αὐθημερόν). Αἱ ἀρχαὶ Δεϊρὲ καὶ Γιλδὶζ ἀλὶ τοῦ νομοῦ Βιδᾶς ἀνεκάλυψαν καὶ ἀπέδωκαν εἰς τοὺς κυρίους των τὰ πλεῖστα τῶν κλαπέντων εἰδῶν καὶ ζῴων.: [918, 723, 1246, 770]
- paragraph: Ἔκτακτον ὑπουργικὸν συμβούλιον συνεκροτήθη ἐν Γιλδὶζ περὶ τοῦ ζητήματος τούτου καὶ οἱ ὑπουργοὶ συνεφώνησαν, ὅτι εὐθεμία δυσκολία ὑπάρχει πρὸς ἔκδοσιν τοῦ σχετικοῦ ἰραδέ. Ἡ Γερμανικὴ πρεσβεία δὲν ἐζήτησε τὴν ἄδειαν διότι δὲν ἔχει πλοῖον ἕτοιμον.: [240, 755, 565, 833]
- paragraph: Μετὰ τινας ἡμέρας τὸ ὑπουργεῖον θέλει προβῇ καὶ εἰς τὸν διορισμὸν τῶν ἐπιθεωρητῶν.: [1261, 482, 1591, 513]
- article-headline: Αἱ χθεσιναὶ μας εἰδήσεις. — Ἡ ἐντύπωσις. — Καὶ ἄλλαι μεταστάσεις: [590, 1122, 887, 1155]
- ad-price: λεπτὰ 10.: [1395, 2066, 1455, 2082]
- paragraph: ρύξεων κατέλαβε πανικὸς τὴν συνοικίαν Σταμπούλ καὶ τὰ καταστήματα τῶν Ἀρμενίων ἐνωρὶς ἐκλείσθησαν. Ἡ μία τῶν προκηρύξεων γεγραμμένη Ἀρμενιστί, προσεκάλει εἰς ὅπλισμὸν τοὺς Ἀρμενίους διότι θὰ σφαγῶσιν· ἡ δ᾿ ἑτέρα γεγραμμένη τουρκιστί, λέγει ὅτι κατὰ δοθησομένον σύνθημα πάντες οἱ Ἀρμένιοι θὰ σφαγῶσιν. Ὁ κ. Χέρβερτ, ἐπιτετραμμένος τῆς Ἀγγλίας, κατὰ τὴν νύκτα μαθὼν ταῦτα, ἀμέσως ἀπέστειλε τὸν κ. Βλὼχ, α᾿ διερμηνέα τῆς Ἀγγλικῆς πρεσβείας, νὰ κάμῃ ἐντόνους παραστάσεις εἰς τὰ ἀνάκτορα, καθιστῶν τὰς ἀρχὰς ὑπευθύνους διὰ πᾶσαν διατάραξιν τῆς ἡσυχίας. Ἡ ἐφημερὶς «Χαϊρὶλ» (Πατρὶς) κατεσχέθη καὶ ἐκλείσθησαν τὰ γραφεῖα αὐτῆς τῇ διαταγῇ τῆς κυβερνήσεως, διότι ἠρνήθη νὰ δημοσιεύσῃ ἄρθρον ἀποσταλὲν ὑπὸ τῆς ἐξουσίας καὶ κατακρῖνον τὰς «ῥαδιουργίας τῶν Ἀρμενίων».: [582, 140, 902, 356]
- column-1: [240, 140, 565, 2200]
- paragraph: καὶ αἱ συνεντεύξεις τὰς ὁποίας ἔλαβεν ὁ σὶρ Φίλιππος Κάρρυ μετὰ τοῦ ὑπουργοῦ τῶν Ἐξωτερικῶν τῆς Αὐστρίας ἐνίσχυσαν τὰς ἐλπίδας περὶ τῆς λήξεως τοῦ θρυλλουμένου παρεξηγήσεως μεταξὺ τῶν κρατῶν τούτων.: [918, 140, 1246, 202]
- paragraph: Ἀπὸ καιροῦ οἱ κατάδικοι τῶν φυλακῶν Συγγροῦ εἶχον ἐκτραχυνθῇ ἀπέναντι τῶν φυλάκων. Παρεπονοῦντο οἱ φύλακες ὅτι δὲν ἐκτελοῦσι τὰς ταταγὰς τοῦ διευθυντοῦ καὶ ὑφίστανται οὗτοι τὰς συνεπείας τῆς ἀπειθείας των καθ᾿ ὅτι ἐπιτίθενται συχνὰ κατ᾿ αὐτῶν διὰ προχείρων ὀργάνων. Τὴν τοιαύτην αὐθάδειαν τῶν καταδίκων ἀποδίδουσιν εἰς τὴν πλημμελῆ ἐπιτήρησιν καὶ ἐπιείκειαν τοῦ διευθυντοῦ τῶν φυλακῶν, καὶ ἐστρέφων κατ᾿ αὐτοῦ τὰ παράπονα των.: [1261, 601, 1591, 725]
- ad-publisher: Ἐκδότης Π. Ζαννουδάκης: [1363, 2083, 1487, 2097]
- paragraph: Σήμερον τὴν μεσημβρίαν δὲν τῷ προσβασιν ἐκ Παπων τραίνου ἐν ᾧ μετεφέρετο μεταφορὰ δυνάμενος τῶν φύλακος ἐκ τῆς ἀστυνομίας μετεφέρθη ἐνταῦθα καὶ ἐκλείσθη εἰς τὸ ἀστυνομικὸν κρατητήριον, ὅπου πολὺς περιέργος κόσμος μετέβαινεν ἐκεῖ καὶ ἔβλεπε τὸν Καπλάνην, ὅστις ἀπὸ τοῦ ἀρχηγοῦ μετέβαινεν ἐκεῖ πολλὰς ἀπαγωγὰς, τὰς διεβραμάτισεν, ἐν μὴ καταδιδεῖ ἐλεεινῶς τοὺς ὑπὸ τοῦ Τσουλὴ καὶ Παπακυριαζοπούλου, ὧν τὴν δόξαν ἐζήλωσεν.: [1261, 1247, 1591, 1371]
- paragraph: Κατὰ τηλεγραφικὴν εἴδησιν ἀπέθανεν ἐν Παρισίοις ὁ γάλλος ἀκαδημαϊκὸς Ἀλέξανδρος Δουμᾶς, εἷς τῶν μεγαλειτέρων μυθιστοριογράφων τῆς Γαλλίας. Περὶ τοῦ φιλολογικοῦ σταδίου τοῦ Δουμᾶ δὲν θὰ δύναται τις νὰ γράψῃ ὀλίγας γενικὰς γραμμάς, ἐν ὅσῳ ἰδίως περὶ τῶν ἔργων αὐτοῦ ἐν Ἑλλάδι, καθ᾿ ὅσον πάντες σχεδὸν γνωρίζουσι τὸν Δουμᾶν ἐν τὰς γενικὰς γραμμάς. Τὰ μυθιστορήματα του πάντα μεταφράσθησαν εἰς τὴν γλῶσσαν μας καὶ τὰ δράματά του οὐχὶ ἅπαξ ἀνεβιβάσθησαν εἰς τὴν σκηνὴν τῶν ἑλλην. θεάτρων.: [918, 1257, 1246, 1396]
- paragraph: Ἡ ἐνέργεια τῶν Δυνάμεων, τῇ πρωτοβουλίᾳ τῆς Αὐστρίας, ἐξ λόγοι τοῦ λόρδου Σαλισβουρῆ καὶ αἱ παραστάσεις τῆς Γερμανίας, ὡς φαίνεται, ἐπέδρασαν ὠφελίμως ἐπὶ τοῦ Σουλτάνου. Ἡ συγκατάθεσις αὐτοῦ πρὸς ἀποστολὴν καὶ δευτέρων φυλακίδων καὶ ἡ ὑπόσχεσις του νὰ δώσῃ ἀμνηστείαν εἰς τοὺς ἐν Ζεϊτοὺν Ἀρμενίους, ἐὰν παραδοθῶσι, δεικνύουν ὅτι ὁ Σουλτάνος ἐπιθυμεῖ νὰ συνεργασθῇ μετὰ τῶν δυνάμεων πρὸς λύσιν τοῦ ἀρμενικοῦ ζητήματος. Φαίνεται ὅτι ἡ Γερμανικὴ πρεσβεία, μεθ᾿ ὅλας τὰς ἐνδείξεις περὶ τοῦ ἐναντίου, μεγάλως ὑποστηρίζει τὰς ἐνεργείας τῆς ἀγγλικῆς πρεσβείας. Δὲν ὑπάρχει ἀμφιβολία, ὅτι οἱ λόγοι τοῦ λόρδου Σαλισβουρῆ: [582, 616, 902, 802]
- paragraph: Ὁ διευθυντὴς ἀποσιτίσας τοὺς φύλακας τὴν πρωΐαν, ὅπότε συνέβη ἡ μεγάλῃ ἐπιθεώρησις καὶ φύλακος σκηνὴ καὶ ἔλαβε ἡ ἀπόφασις τῶν φυλάκων.: [1261, 803, 1591, 850]
- paragraph: Μετὰ τὴν κήρυξιν τῆς ἀπεργίας ἀνῆλθον πάντες εἰς Ἀθήνας καὶ ἐν σώματι μετέβησαν εἰς τὸ ὑπουργεῖον τῆς Δικαιοσύνης, καθ᾿ ὅ χρόνον ὁ κ. ὑπουργὸς ἐπέδειξε τὰ παράπονά των κατὰ τοῦ διευθυντοῦ, χαρακτηρίζοντες αὐτὸν ὡς τὸν αἴτιον τῆς καταστάσεως, ἐπέδωκαν δὲ καὶ ἔγγραφον ἀναφοράν. Ὁ κ. ὑπουργὸς τοὺς συνέστησε νὰ μετέλθωσιν εἰς τὰς θέσεις των καὶ τοὺς διεβεβαίωσεν ὅτι θέλει ἐνεργήσῃ τάχιστα ἀνακρίσεις πρὸς διόρθωσιν τῶν κακῶς κειμένων.: [1261, 851, 1591, 974]
- paragraph: Ἕνεκα τῶν λόγων τούτων καὶ τῆς πεποιθήσεως περὶ αὐτῶν ἡ σύμπνοια τῶν Δυνάμεων περιωρίσθη εἰς ζήτησιν δευτέρων φυλακίδων διὰ τὰς πρεσβείας.: [240, 708, 565, 755]
- section-heading: ΑΝΑΚΟΙΝΩΘΕΝΤΑ ΤΗΛΕΓΡΑΦΗΜΑΤΑ: [918, 599, 1246, 623]
